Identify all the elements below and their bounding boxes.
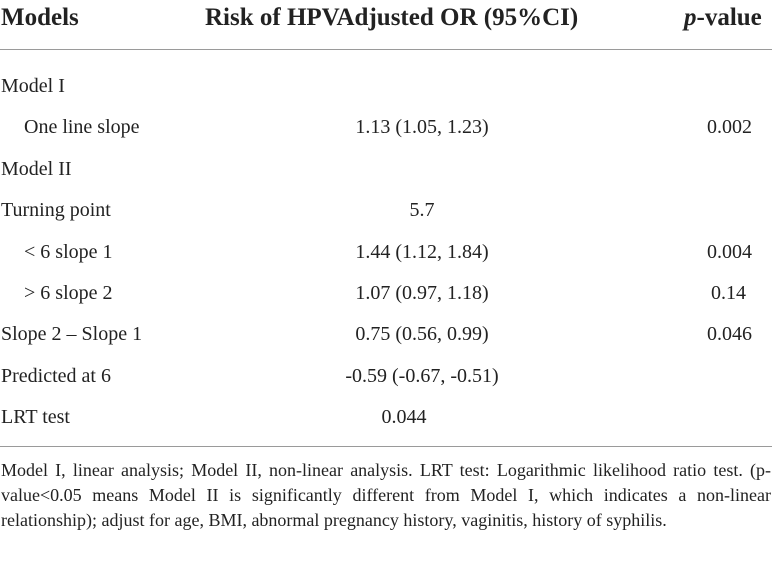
- row-label: Slope 2 – Slope 1: [1, 323, 143, 346]
- table-row: [0, 357, 772, 398]
- row-p: 0.004: [707, 240, 752, 263]
- row-or: 5.7: [409, 199, 435, 222]
- table-row: [0, 108, 772, 149]
- row-or: 1.44 (1.12, 1.84): [355, 240, 489, 263]
- row-label: Model I: [1, 75, 65, 97]
- table-row: [0, 67, 772, 108]
- header-models: Models: [1, 4, 79, 31]
- row-label: One line slope: [24, 116, 140, 139]
- table-row: [0, 398, 772, 439]
- header-p-italic: p: [684, 4, 697, 31]
- row-label: LRT test: [1, 406, 70, 429]
- row-or: 1.13 (1.05, 1.23): [355, 116, 489, 139]
- row-label: Turning point: [1, 199, 111, 222]
- row-label: > 6 slope 2: [24, 281, 113, 304]
- row-label: < 6 slope 1: [24, 240, 113, 263]
- table-header: [0, 0, 772, 50]
- row-p: 0.002: [707, 116, 752, 139]
- row-or: -0.59 (-0.67, -0.51): [345, 364, 499, 387]
- table-row: [0, 274, 772, 315]
- table-row: [0, 315, 772, 356]
- table-row: [0, 191, 772, 232]
- row-p: 0.14: [711, 281, 746, 304]
- row-label: Model II: [1, 157, 72, 180]
- table-bottom-rule: [0, 446, 772, 447]
- row-or: 1.07 (0.97, 1.18): [355, 281, 489, 304]
- row-or: 0.75 (0.56, 0.99): [355, 323, 489, 346]
- table-body: [0, 67, 772, 440]
- header-p-value: [684, 4, 762, 32]
- row-label: Predicted at 6: [1, 364, 111, 387]
- header-risk-or: Risk of HPVAdjusted OR (95%CI): [205, 4, 579, 31]
- row-p: 0.046: [707, 323, 752, 346]
- table-row: [0, 233, 772, 274]
- table-row: [0, 150, 772, 191]
- row-or: 0.044: [381, 406, 427, 429]
- header-p-rest: -value: [696, 4, 762, 31]
- table-footnote: Model I, linear analysis; Model II, non-linear analysis. LRT test: Logarithmic likelihood ratio test. (p-value<0.05 means Model II is significantly different from Model I, which indicates a non-linear relationship); adjust for age, BMI, abnormal pregnancy history, vaginitis, history of syphilis.: [1, 460, 771, 530]
